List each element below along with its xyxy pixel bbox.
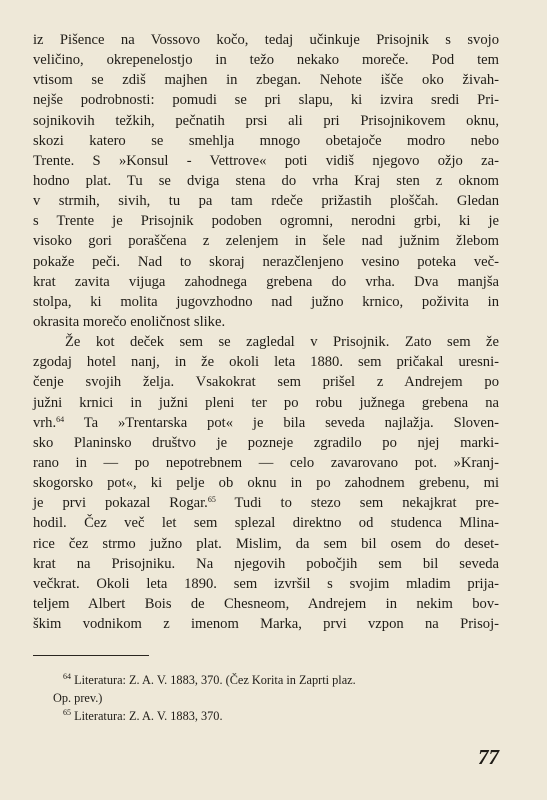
text-line: s Trente je Prisojnik podoben ogromni, nerodni grbi, ki je bbox=[33, 213, 499, 230]
text-line-with-footnote bbox=[33, 493, 499, 513]
text-line: skozi katero se smehlja mnogo obetajoče modro nebo bbox=[33, 132, 499, 149]
text-line: skogorsko pot«, ki pelje ob oknu in po zahodnem grebenu, mi bbox=[33, 475, 499, 492]
text-line: vtisom se zdiš majhen in zbegan. Nehote išče oko živah- bbox=[33, 72, 499, 89]
footnote-64-continuation: Op. prev.) bbox=[53, 691, 103, 705]
text-line: sko Planinsko društvo je pozneje zgradilo po njej marki- bbox=[33, 434, 499, 451]
text-line-with-footnote bbox=[33, 413, 499, 433]
footnote-65 bbox=[63, 707, 499, 725]
page-number: 77 bbox=[478, 745, 499, 769]
text-line: visoko gori poraščena z zelenjem in šele nad južnim žlebom bbox=[33, 233, 499, 250]
footnote-text: Literatura: Z. A. V. 1883, 370. bbox=[74, 709, 223, 723]
text-line: rano in — po nepotrebnem — celo zavarovano pot. »Kranj- bbox=[33, 454, 499, 471]
text-line: južni krnici in južni pleni ter po robu južnega grebena na bbox=[33, 394, 499, 411]
text-line: krat zavita vijuga zahodnega grebena do vrha. Dva manjša bbox=[33, 273, 499, 290]
footnote-divider bbox=[33, 655, 149, 656]
text-line: Trente. S »Konsul - Vettrove« poti vidiš njegovo ožjo za- bbox=[33, 152, 499, 169]
footnote-number: 64 bbox=[63, 672, 71, 681]
footnote-number: 65 bbox=[63, 708, 71, 717]
text-line: zgodaj hotel nanj, in že okoli leta 1880. sem pričakal uresni- bbox=[33, 354, 499, 371]
text-line: sojnikovih težkih, pečnatih prsi ali pri Prisojnikovem oknu, bbox=[33, 112, 499, 129]
text-line: čenje svojih želja. Vsakokrat sem prišel z Andrejem po bbox=[33, 374, 499, 391]
text-line: krat na Prisojniku. Na njegovih pobočjih sem bil seveda bbox=[33, 555, 499, 572]
text-line: škim vodnikom z imenom Marka, prvi vzpon na Prisoj- bbox=[33, 616, 499, 633]
text-line: pokaže peči. Nad to skoraj nerazčlenjeno vesino poteka več- bbox=[33, 253, 499, 270]
text-line: rice čez strmo južno plat. Mislim, da sem bil osem do deset- bbox=[33, 535, 499, 552]
footnotes bbox=[53, 671, 499, 725]
text-line: okrasita morečo enoličnost slike. bbox=[33, 313, 226, 330]
text-line: stolpa, ki molita jugovzhodno nad južno krnico, poživita in bbox=[33, 293, 499, 310]
text-line: nejše podrobnosti: pomudi se pri slapu, ki izvira sredi Pri- bbox=[33, 92, 499, 109]
text-line: večkrat. Okoli leta 1890. sem izvršil s svojim mladim prija- bbox=[33, 575, 499, 592]
footnote-ref-64: 64 bbox=[56, 414, 65, 424]
footnote-ref-65: 65 bbox=[207, 495, 216, 505]
text-fragment: Tudi to stezo sem nekajkrat pre- bbox=[234, 495, 499, 512]
text-line: hodil. Čez več let sem splezal direktno od studenca Mlina- bbox=[33, 515, 499, 532]
footnote-text: Literatura: Z. A. V. 1883, 370. (Čez Korita in Zaprti plaz. bbox=[74, 673, 356, 687]
text-line: iz Pišence na Vossovo kočo, tedaj učinkuje Prisojnik s svojo bbox=[33, 32, 499, 48]
text-line: v strmih, sivih, tu pa tam rdeče prižastih ploščah. Gledan bbox=[33, 193, 499, 210]
text-fragment: je prvi pokazal Rogar. bbox=[33, 495, 208, 512]
footnote-64 bbox=[63, 671, 499, 689]
text-line: teljem Albert Bois de Chesneom, Andrejem in nekim bov- bbox=[33, 595, 499, 612]
text-line: Že kot deček sem se zagledal v Prisojnik. Zato sem že bbox=[65, 334, 499, 351]
text-line: hodno plat. Tu se dviga stena do vrha Kraj sten z oknom bbox=[33, 172, 499, 189]
text-fragment: Ta »Trentarska pot« je bila seveda najlažja. Sloven- bbox=[83, 414, 499, 431]
body-text bbox=[33, 30, 499, 634]
text-fragment: vrh. bbox=[33, 414, 57, 431]
text-line: veličino, okrepenelostjo in težo nekako moreče. Pod tem bbox=[33, 52, 499, 69]
